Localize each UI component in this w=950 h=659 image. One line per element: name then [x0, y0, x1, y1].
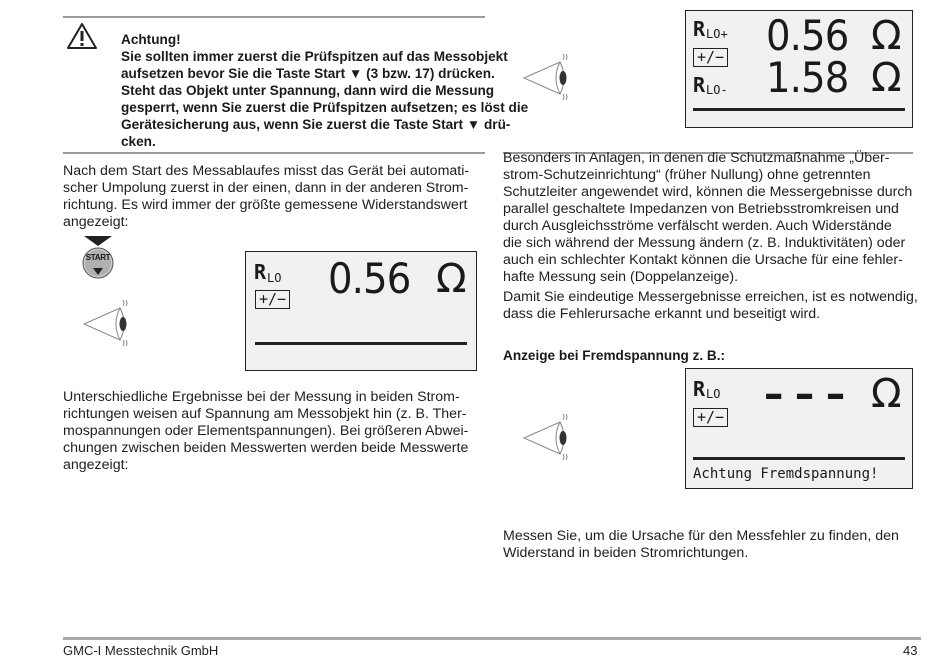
warning-line: Gerätesicherung aus, wenn Sie zuerst die Taste Start ▼ drü-: [121, 117, 511, 132]
footer-company: GMC-I Messtechnik GmbH: [63, 643, 219, 658]
warning-line: Steht das Objekt unter Spannung, dann wird die Messung: [121, 83, 495, 98]
display-bar: [693, 108, 905, 111]
display-label: R: [693, 17, 706, 41]
display-sublabel: LO: [267, 271, 282, 285]
ohm-unit: Ω: [871, 55, 902, 101]
start-button-icon: [80, 236, 116, 280]
start-button-label: START: [85, 253, 111, 262]
top-rule-left: [63, 16, 485, 18]
page-number: 43: [903, 643, 918, 658]
warning-triangle-icon: [66, 22, 98, 50]
display-label: R: [693, 377, 706, 401]
left-paragraph-1: Nach dem Start des Messablaufes misst das Gerät bei automati- scher Umpolung zuerst in der einen, dann in der anderen Strom- richtung. Es wird immer der größte gemessene Widerstandswert angezeigt:: [63, 163, 470, 230]
display-value: – – –: [764, 369, 845, 418]
right-paragraph-3: Messen Sie, um die Ursache für den Messfehler zu finden, den Widerstand in beiden Stromrichtungen.: [503, 528, 899, 561]
display-label: R: [254, 260, 267, 284]
display-sublabel: LO: [706, 387, 721, 401]
display-value: 0.56: [328, 254, 411, 303]
display-value-2: 1.58: [766, 53, 849, 102]
polarity-box: +/−: [693, 408, 728, 427]
lcd-display-single: [245, 251, 477, 371]
ohm-unit: Ω: [436, 256, 467, 302]
warning-block: [121, 31, 528, 150]
right-paragraph-2: Damit Sie eindeutige Messergebnisse erreichen, ist es notwendig, dass die Fehlerursache erkannt und beseitigt wird.: [503, 289, 918, 322]
warning-line: cken.: [121, 134, 156, 149]
warning-line: aufsetzen bevor Sie die Taste Start ▼ (3 bzw. 17) drücken.: [121, 66, 495, 81]
display-bar: [255, 342, 467, 345]
display-bar: [693, 457, 905, 460]
ohm-unit: Ω: [871, 371, 902, 417]
right-paragraph-1: Besonders in Anlagen, in denen die Schutzmaßnahme „Über- strom-Schutzeinrichtung“ (früher Nullung) ohne getrennten Schutzleiter angewendet wird, können die Messergebnisse durch parallel geschaltete Impedanzen von Betriebsstromkreisen und durch Ausgleichsströme verfälscht werden. Auch Widerstände die sich während der Messung ändern (z. B. Induktivitäten) oder auch ein schlechter Kontakt können die Ursache für eine fehler- hafte Messung sein (Doppelanzeige).: [503, 150, 913, 285]
display-value-1: 0.56: [766, 11, 849, 60]
warning-line: gesperrt, wenn Sie zuerst die Prüfspitzen aufsetzen; es löst die: [121, 100, 529, 115]
warning-bottom-rule: [63, 152, 485, 154]
warning-line: Sie sollten immer zuerst die Prüfspitzen auf das Messobjekt: [121, 49, 508, 64]
eye-icon: [522, 412, 572, 462]
warning-title: Achtung!: [121, 32, 181, 47]
polarity-box: +/−: [255, 290, 290, 309]
display-message: Achtung Fremdspannung!: [693, 466, 879, 482]
lcd-display-double: [685, 10, 913, 128]
ohm-unit: Ω: [871, 13, 902, 59]
display-sublabel: LO+: [706, 27, 728, 41]
eye-icon: [82, 298, 132, 348]
left-paragraph-2: Unterschiedliche Ergebnisse bei der Messung in beiden Strom- richtungen weisen auf Spannung am Messobjekt hin (z. B. Ther- mospannungen oder Elementspannungen). Bei größeren Abwei- chungen zwischen beiden Messwerten werden beide Messwerte angezeigt:: [63, 389, 469, 473]
display-label: R: [693, 73, 706, 97]
polarity-box: +/−: [693, 48, 728, 67]
section-heading: Anzeige bei Fremdspannung z. B.:: [503, 348, 726, 363]
lcd-display-foreign-voltage: [685, 368, 913, 489]
footer-rule: [63, 637, 921, 640]
eye-icon: [522, 52, 572, 102]
display-sublabel: LO-: [706, 83, 728, 97]
